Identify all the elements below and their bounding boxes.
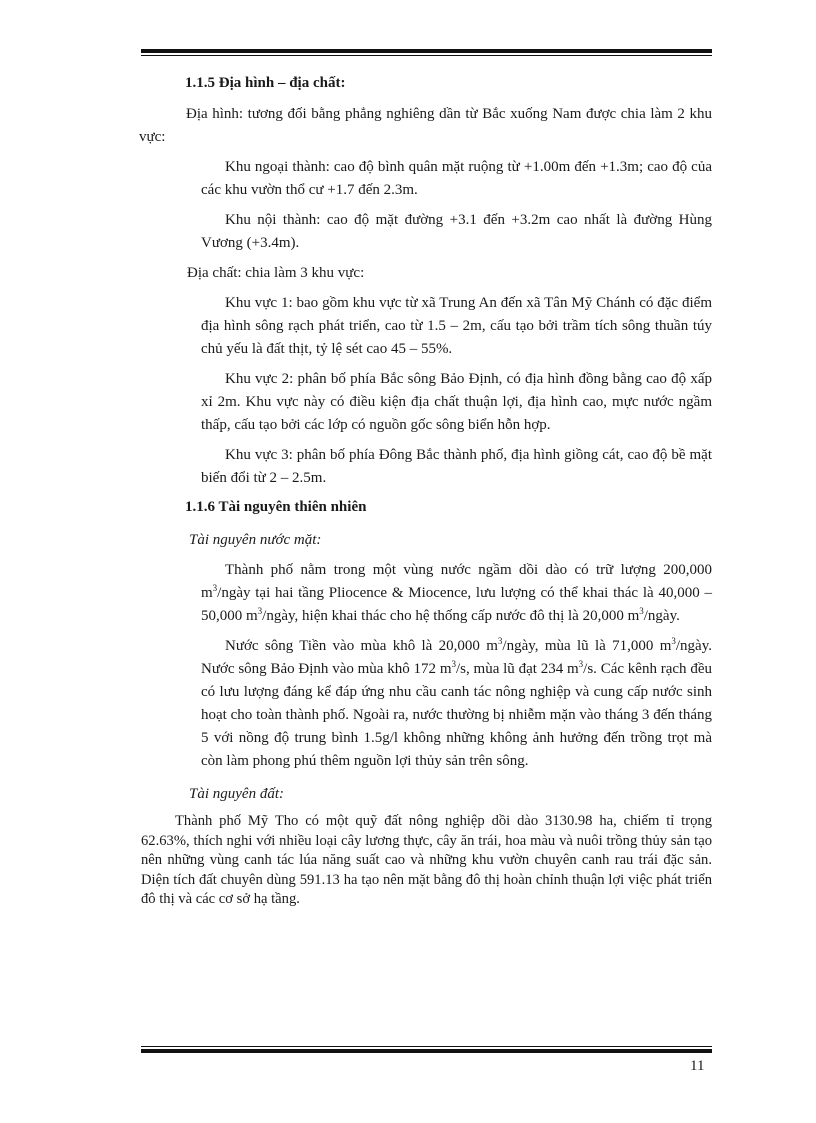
paragraph-khu-vuc-3: Khu vực 3: phân bố phía Đông Bắc thành phố, địa hình giồng cát, cao độ bề mặt biến đổi từ 2 – 2.5m.	[201, 447, 712, 486]
header-rule	[141, 49, 712, 56]
heading-1-1-6: 1.1.6 Tài nguyên thiên nhiên	[185, 499, 367, 515]
subheading-nuoc-mat: Tài nguyên nước mặt:	[189, 532, 322, 548]
paragraph-dia-chat: Địa chất: chia làm 3 khu vực:	[187, 265, 365, 281]
footer-rule	[141, 1046, 712, 1053]
paragraph-khu-vuc-2: Khu vực 2: phân bố phía Bắc sông Bảo Định, có địa hình đồng bằng cao độ xấp xỉ 2m. Khu vực này có điều kiện địa chất thuận lợi, địa hình cao, mực nước ngầm thấp, cấu tạo bởi các lớp có nguồn gốc sông biển hỗn hợp.	[201, 371, 712, 433]
page-body	[141, 72, 712, 910]
heading-1-1-5: 1.1.5 Địa hình – địa chất:	[185, 75, 346, 91]
paragraph-khu-vuc-1: Khu vực 1: bao gồm khu vực từ xã Trung An đến xã Tân Mỹ Chánh có đặc điểm địa hình sông rạch phát triển, cao từ 1.5 – 2m, cấu tạo bởi trầm tích sông thuần túy chủ yếu là đất thịt, tỷ lệ sét cao 45 – 55%.	[201, 295, 712, 357]
page-number: 11	[690, 1058, 705, 1074]
paragraph-tai-nguyen-dat: Thành phố Mỹ Tho có một quỹ đất nông nghiệp dồi dào 3130.98 ha, chiếm tỉ trọng 62.63%, thích nghi với nhiều loại cây lương thực, cây ăn trái, hoa màu và nuôi trồng thủy sản tạo nên những vùng canh tác lúa năng suất cao và những khu vườn chuyên canh rau trái đặc sản. Diện tích đất chuyên dùng 591.13 ha tạo nên mặt bằng đô thị hoàn chỉnh thuận lợi việc phát triển đô thị và các cơ sở hạ tầng.	[141, 813, 712, 907]
paragraph-khu-ngoai-thanh: Khu ngoại thành: cao độ bình quân mặt ruộng từ +1.00m đến +1.3m; cao độ của các khu vườn thổ cư +1.7 đến 2.3m.	[201, 159, 712, 198]
paragraph-nuoc-ngam: Thành phố nằm trong một vùng nước ngầm dồi dào có trữ lượng 200,000 $m^3$/ngày tại hai tầng Pliocence & Miocence, lưu lượng có thể khai thác là 40,000 – 50,000 $m^3$/ngày, hiện khai thác cho hệ thống cấp nước đô thị là 20,000 $m^3$/ngày.	[201, 562, 712, 624]
subheading-dat: Tài nguyên đất:	[189, 786, 284, 802]
paragraph-dia-hinh: Địa hình: tương đối bằng phẳng nghiêng dần từ Bắc xuống Nam được chia làm 2 khu vực:	[139, 106, 712, 145]
paragraph-song-tien: Nước sông Tiền vào mùa khô là 20,000 $m^3$/ngày, mùa lũ là 71,000 $m^3$/ngày. Nước sông Bảo Định vào mùa khô 172 $m^3/s$, mùa lũ đạt 234 $m^3/s$. Các kênh rạch đều có lưu lượng đáng kể đáp ứng nhu cầu canh tác nông nghiệp và cung cấp nước sinh hoạt cho toàn thành phố. Ngoài ra, nước thường bị nhiễm mặn vào tháng 3 đến tháng 5 với nồng độ trung bình 1.5g/l không những không ảnh hưởng đến trồng trọt mà còn làm phong phú thêm nguồn lợi thủy sản trên sông.	[201, 636, 712, 769]
paragraph-khu-noi-thanh: Khu nội thành: cao độ mặt đường +3.1 đến +3.2m cao nhất là đường Hùng Vương (+3.4m).	[201, 212, 712, 251]
